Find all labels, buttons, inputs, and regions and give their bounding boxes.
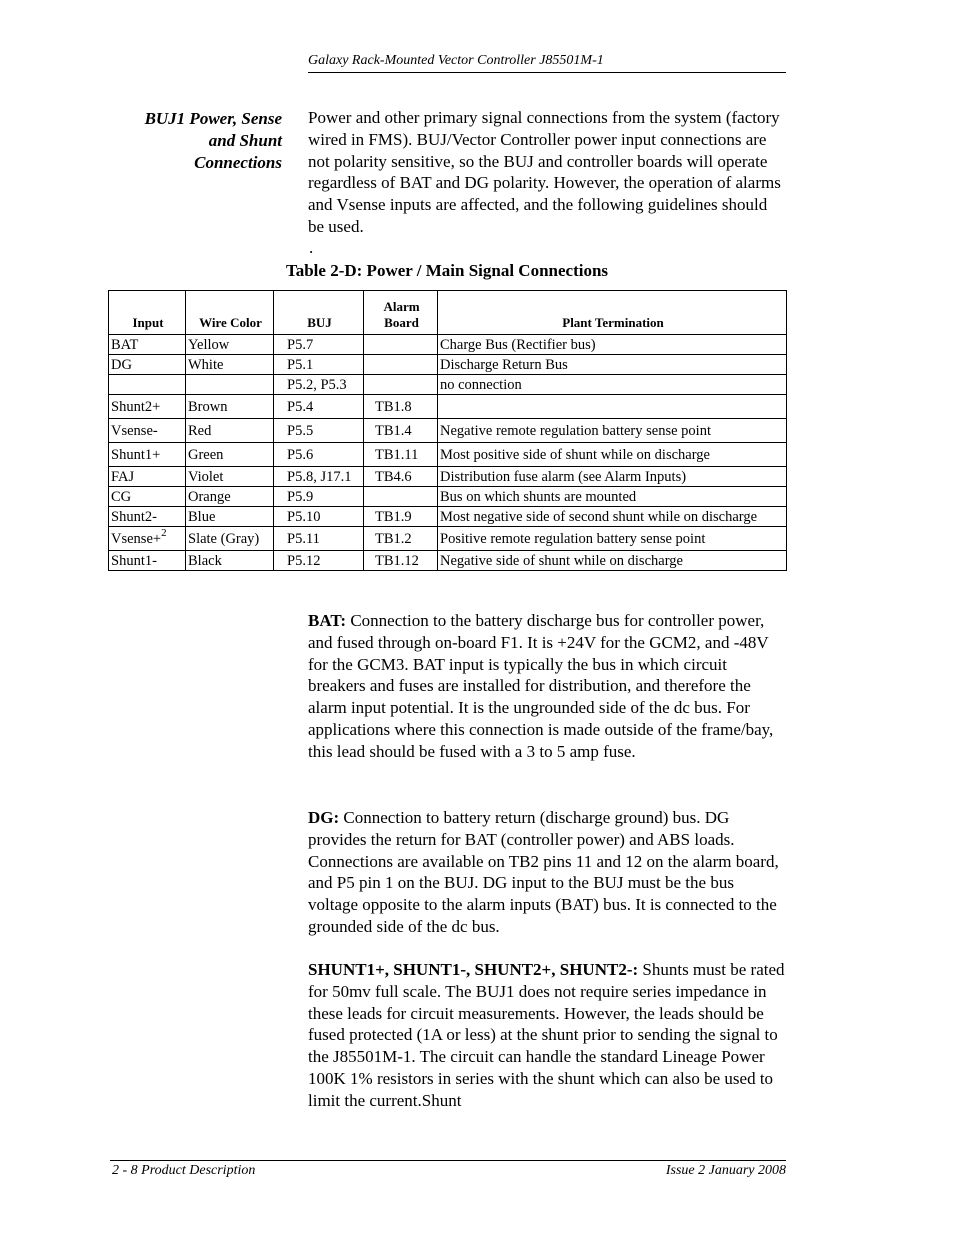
- cell-plant-termination: Negative remote regulation battery sense point: [438, 419, 787, 443]
- cell-input: DG: [109, 355, 186, 375]
- header-alarm-board: [364, 291, 438, 335]
- table-row: [109, 467, 787, 487]
- table-header-row: [109, 291, 787, 335]
- cell-wire-color: Slate (Gray): [186, 527, 274, 551]
- cell-input: [109, 375, 186, 395]
- bat-lead: BAT:: [308, 611, 347, 630]
- cell-buj: P5.11: [274, 527, 364, 551]
- cell-alarm-board: TB1.2: [364, 527, 438, 551]
- table-row: [109, 507, 787, 527]
- header-rule: [308, 72, 786, 73]
- side-heading-line-2: and Shunt: [208, 131, 282, 150]
- cell-input: Shunt1-: [109, 551, 186, 571]
- cell-alarm-board: TB1.11: [364, 443, 438, 467]
- cell-input-text: Vsense+: [111, 530, 162, 547]
- cell-input: Shunt2+: [109, 395, 186, 419]
- cell-wire-color: Yellow: [186, 335, 274, 355]
- cell-alarm-board: [364, 335, 438, 355]
- cell-alarm-board: [364, 487, 438, 507]
- cell-plant-termination: Positive remote regulation battery sense point: [438, 527, 787, 551]
- cell-plant-termination: Charge Bus (Rectifier bus): [438, 335, 787, 355]
- header-wire-color: Wire Color: [186, 291, 274, 335]
- bat-paragraph: [308, 610, 786, 763]
- cell-alarm-board: TB4.6: [364, 467, 438, 487]
- table-row: [109, 395, 787, 419]
- cell-plant-termination: Negative side of shunt while on discharge: [438, 551, 787, 571]
- footer-issue-date: Issue 2 January 2008: [665, 1163, 786, 1178]
- table-row: [109, 443, 787, 467]
- cell-input: [109, 527, 186, 551]
- cell-buj: P5.5: [274, 419, 364, 443]
- bat-text: Connection to the battery discharge bus for controller power, and fused through on-board F1. It is +24V for the GCM2, and -48V for the GCM3. BAT input is typically the bus in which circuit breakers and fuses are installed for distribution, and therefore the alarm input potential. It is the ungrounded side of the dc bus. For applications where this connection is made outside of the frame/bay, this lead should be fused with a 3 to 5 amp fuse.: [308, 611, 774, 761]
- cell-input: BAT: [109, 335, 186, 355]
- stray-dot: .: [309, 238, 314, 257]
- cell-wire-color: Orange: [186, 487, 274, 507]
- side-heading-line-1: BUJ1 Power, Sense: [144, 109, 282, 128]
- side-heading-line-3: Connections: [194, 153, 282, 172]
- running-header-title: Galaxy Rack-Mounted Vector Controller J85501M-1: [308, 53, 604, 68]
- cell-buj: P5.6: [274, 443, 364, 467]
- cell-wire-color: [186, 375, 274, 395]
- cell-input: Shunt1+: [109, 443, 186, 467]
- cell-plant-termination: no connection: [438, 375, 787, 395]
- cell-buj: P5.1: [274, 355, 364, 375]
- cell-wire-color: Violet: [186, 467, 274, 487]
- table-row: [109, 527, 787, 551]
- cell-wire-color: Black: [186, 551, 274, 571]
- cell-plant-termination: Bus on which shunts are mounted: [438, 487, 787, 507]
- cell-input: FAJ: [109, 467, 186, 487]
- cell-alarm-board: [364, 375, 438, 395]
- cell-plant-termination: Distribution fuse alarm (see Alarm Inputs): [438, 467, 787, 487]
- table-row: [109, 335, 787, 355]
- cell-buj: P5.10: [274, 507, 364, 527]
- cell-wire-color: White: [186, 355, 274, 375]
- power-signal-table: [108, 290, 787, 571]
- cell-plant-termination: Most positive side of shunt while on discharge: [438, 443, 787, 467]
- shunt-lead: SHUNT1+, SHUNT1-, SHUNT2+, SHUNT2-:: [308, 960, 639, 979]
- footer-rule: [110, 1160, 786, 1161]
- cell-alarm-board: TB1.12: [364, 551, 438, 571]
- shunt-paragraph: [308, 959, 786, 1112]
- table-row: [109, 375, 787, 395]
- dg-text: Connection to battery return (discharge ground) bus. DG provides the return for BAT (controller power) and ABS loads. Connections are available on TB2 pins 11 and 12 on the alarm board, and P5 pin 1 on the BUJ. DG input to the BUJ must be the bus voltage opposite to the alarm inputs (BAT) bus. It is connected to the grounded side of the dc bus.: [308, 808, 779, 936]
- shunt-text: Shunts must be rated for 50mv full scale. The BUJ1 does not require series impedance in these leads for circuit measurements. However, the leads should be fused protected (1A or less) at the shunt prior to sending the signal to the J85501M-1. The circuit can handle the standard Lineage Power 100K 1% resistors in series with the shunt which can also be used to limit the current.Shunt: [308, 960, 785, 1110]
- dg-paragraph: [308, 807, 786, 938]
- cell-wire-color: Brown: [186, 395, 274, 419]
- cell-buj: P5.12: [274, 551, 364, 571]
- cell-input: CG: [109, 487, 186, 507]
- footer-page-label: 2 - 8 Product Description: [112, 1163, 256, 1178]
- intro-paragraph: Power and other primary signal connections from the system (factory wired in FMS). BUJ/Vector Controller power input connections are not polarity sensitive, so the BUJ and controller boards will operate regardless of BAT and DG polarity. However, the operation of alarms and Vsense inputs are affected, and the following guidelines should be used.: [308, 108, 781, 236]
- header-input: Input: [109, 291, 186, 335]
- footnote-marker: 2: [161, 526, 167, 539]
- cell-buj: P5.7: [274, 335, 364, 355]
- cell-wire-color: Red: [186, 419, 274, 443]
- cell-plant-termination: [438, 395, 787, 419]
- cell-buj: P5.9: [274, 487, 364, 507]
- cell-buj: P5.4: [274, 395, 364, 419]
- cell-buj: P5.8, J17.1: [274, 467, 364, 487]
- table-row: [109, 355, 787, 375]
- dg-lead: DG:: [308, 808, 340, 827]
- header-alarm-line-2: Board: [384, 315, 419, 330]
- header-alarm-line-1: Alarm: [383, 299, 420, 314]
- table-caption: Table 2-D: Power / Main Signal Connections: [285, 261, 609, 280]
- cell-buj: P5.2, P5.3: [274, 375, 364, 395]
- cell-alarm-board: TB1.8: [364, 395, 438, 419]
- header-plant-termination: Plant Termination: [438, 291, 787, 335]
- header-buj: BUJ: [274, 291, 364, 335]
- cell-input: Vsense-: [109, 419, 186, 443]
- cell-input: Shunt2-: [109, 507, 186, 527]
- table-row: [109, 551, 787, 571]
- section-side-heading: [110, 108, 282, 174]
- cell-wire-color: Green: [186, 443, 274, 467]
- cell-alarm-board: TB1.4: [364, 419, 438, 443]
- table-row: [109, 419, 787, 443]
- cell-plant-termination: Most negative side of second shunt while on discharge: [438, 507, 787, 527]
- table-row: [109, 487, 787, 507]
- cell-alarm-board: [364, 355, 438, 375]
- cell-alarm-board: TB1.9: [364, 507, 438, 527]
- cell-plant-termination: Discharge Return Bus: [438, 355, 787, 375]
- cell-wire-color: Blue: [186, 507, 274, 527]
